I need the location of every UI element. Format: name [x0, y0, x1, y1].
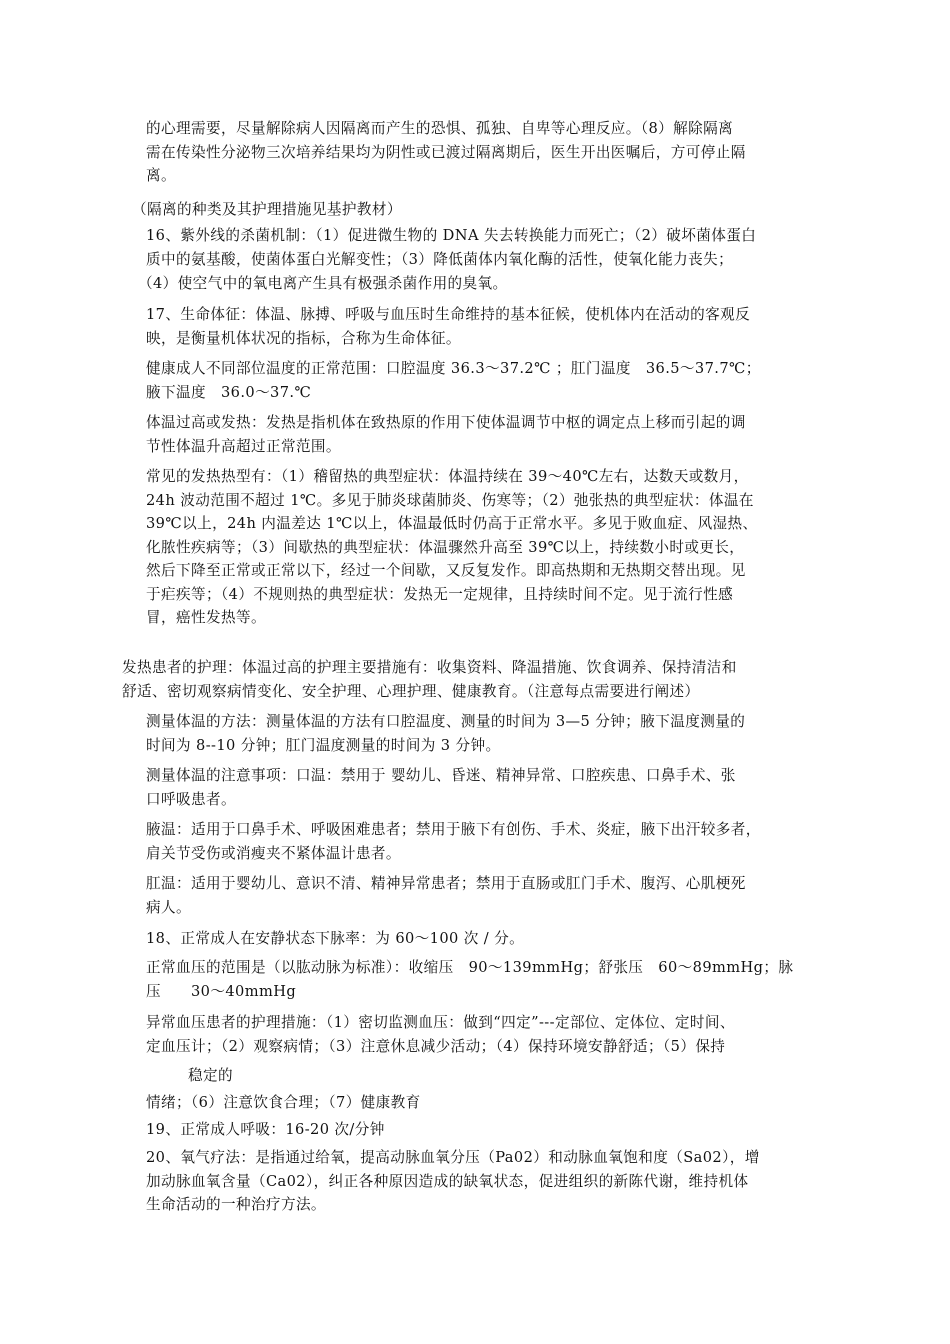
paragraph-pulse-rate	[146, 927, 524, 951]
paragraph-isolation-end	[146, 117, 746, 188]
text-line: 于疟疾等；（4）不规则热的典型症状：发热无一定规律，且持续时间不定。见于流行性感	[146, 585, 734, 603]
paragraph-oral-temperature	[146, 764, 736, 811]
text-line: 腋下温度 36.0～37.℃	[146, 383, 312, 401]
text-line: 肩关节受伤或消瘦夹不紧体温计患者。	[146, 844, 401, 862]
text-line: 异常血压患者的护理措施：（1）密切监测血压：做到“四定”---定部位、定体位、定时间、	[146, 1014, 735, 1031]
text-line: 稳定的	[188, 1067, 233, 1084]
text-line: 20、氧气疗法：是指通过给氧，提高动脉血氧分压（Pa02）和动脉血氧饱和度（Sa02），增	[146, 1149, 760, 1166]
text-line: 18、正常成人在安静状态下脉率：为 60～100 次 / 分。	[146, 930, 525, 947]
text-line: 加动脉血氧含量（Ca02），纠正各种原因造成的缺氧状态，促进组织的新陈代谢，维持机体	[146, 1172, 749, 1190]
text-line: 测量体温的方法：测量体温的方法有口腔温度、测量的时间为 3—5 分钟；腋下温度测量的	[146, 713, 746, 730]
text-line: 离。	[146, 167, 176, 184]
text-line: 发热患者的护理：体温过高的护理主要措施有：收集资料、降温措施、饮食调养、保持清洁和	[122, 659, 737, 676]
text-line: 腋温：适用于口鼻手术、呼吸困难患者；禁用于腋下有创伤、手术、炎症，腋下出汗较多者，	[146, 821, 761, 838]
text-line: 正常血压的范围是（以肱动脉为标准）：收缩压 90～139mmHg；舒张压 60～89mmHg；脉	[146, 959, 794, 976]
paragraph-axillary-temperature	[146, 818, 761, 865]
text-line: 节性体温升高超过正常范围。	[146, 437, 341, 455]
text-line: 需在传染性分泌物三次培养结果均为阴性或已渡过隔离期后，医生开出医嘱后，方可停止隔	[146, 143, 746, 161]
paragraph-fever-nursing	[122, 656, 737, 703]
text-line: 压 30～40mmHg	[146, 982, 297, 1000]
paragraph-uv-sterilization	[146, 224, 756, 271]
text-line: 病人。	[146, 898, 191, 916]
paragraph-blood-pressure	[146, 956, 793, 1003]
text-line: （4）使空气中的氧电离产生具有极强杀菌作用的臭氧。	[138, 275, 508, 292]
paragraph-oxygen-therapy	[146, 1146, 760, 1217]
paragraph-fever-definition	[146, 411, 746, 458]
text-line: 测量体温的注意事项：口温：禁用于 婴幼儿、昏迷、精神异常、口腔疾患、口鼻手术、张	[146, 767, 736, 784]
text-line: 体温过高或发热：发热是指机体在致热原的作用下使体温调节中枢的调定点上移而引起的调	[146, 414, 746, 431]
text-line: 口呼吸患者。	[146, 790, 236, 808]
text-line: 映，是衡量机体状况的指标，合称为生命体征。	[146, 329, 461, 347]
text-line: （隔离的种类及其护理措施见基护教材）	[132, 201, 402, 218]
paragraph-uv-sterilization-cont	[138, 272, 508, 296]
paragraph-respiration	[146, 1118, 385, 1142]
paragraph-normal-temperature	[146, 357, 761, 404]
paragraph-bp-nursing-cont	[188, 1064, 233, 1088]
text-line: 肛温：适用于婴幼儿、意识不清、精神异常患者；禁用于直肠或肛门手术、腹泻、心肌梗死	[146, 875, 746, 892]
text-line: 39℃以上，24h 内温差达 1℃以上，体温最低时仍高于正常水平。多见于败血症、风湿热、	[146, 515, 758, 532]
text-line: 定血压计；（2）观察病情；（3）注意休息减少活动；（4）保持环境安静舒适；（5）保持	[146, 1037, 726, 1055]
paragraph-bp-nursing	[146, 1011, 735, 1058]
paragraph-vital-signs	[146, 303, 750, 350]
paragraph-bp-nursing-end	[146, 1091, 421, 1115]
text-line: 的心理需要，尽量解除病人因隔离而产生的恐惧、孤独、自卑等心理反应。（8）解除隔离	[146, 120, 734, 137]
text-line: 16、紫外线的杀菌机制：（1）促进微生物的 DNA 失去转换能力而死亡；（2）破坏菌体蛋白	[146, 227, 757, 244]
text-line: 舒适、密切观察病情变化、安全护理、心理护理、健康教育。（注意每点需要进行阐述）	[122, 682, 700, 700]
text-line: 化脓性疾病等；（3）间歇热的典型症状：体温骤然升高至 39℃以上，持续数小时或更长，	[146, 538, 745, 556]
paragraph-temperature-methods	[146, 710, 745, 757]
text-line: 冒，癌性发热等。	[146, 609, 266, 626]
paragraph-isolation-note	[132, 198, 402, 222]
text-line: 生命活动的一种治疗方法。	[146, 1196, 326, 1213]
text-line: 时间为 8--10 分钟；肛门温度测量的时间为 3 分钟。	[146, 736, 501, 754]
text-line: 24h 波动范围不超过 1℃。多见于肺炎球菌肺炎、伤寒等；（2）弛张热的典型症状：体温在	[146, 491, 754, 509]
text-line: 常见的发热热型有：（1）稽留热的典型症状：体温持续在 39～40℃左右，达数天或数月，	[146, 468, 749, 485]
text-line: 19、正常成人呼吸：16-20 次/分钟	[146, 1121, 385, 1138]
text-line: 健康成人不同部位温度的正常范围：口腔温度 36.3～37.2℃ ；肛门温度 36.5～37.7℃；	[146, 360, 761, 377]
text-line: 然后下降至正常或正常以下，经过一个间歇，又反复发作。即高热期和无热期交替出现。见	[146, 562, 746, 579]
paragraph-fever-types	[146, 465, 758, 630]
text-line: 情绪；（6）注意饮食合理；（7）健康教育	[146, 1094, 421, 1111]
text-line: 质中的氨基酸，使菌体蛋白光解变性；（3）降低菌体内氧化酶的活性，使氧化能力丧失；	[146, 250, 734, 268]
paragraph-rectal-temperature	[146, 872, 746, 919]
text-line: 17、生命体征：体温、脉搏、呼吸与血压时生命维持的基本征候，使机体内在活动的客观反	[146, 306, 751, 323]
